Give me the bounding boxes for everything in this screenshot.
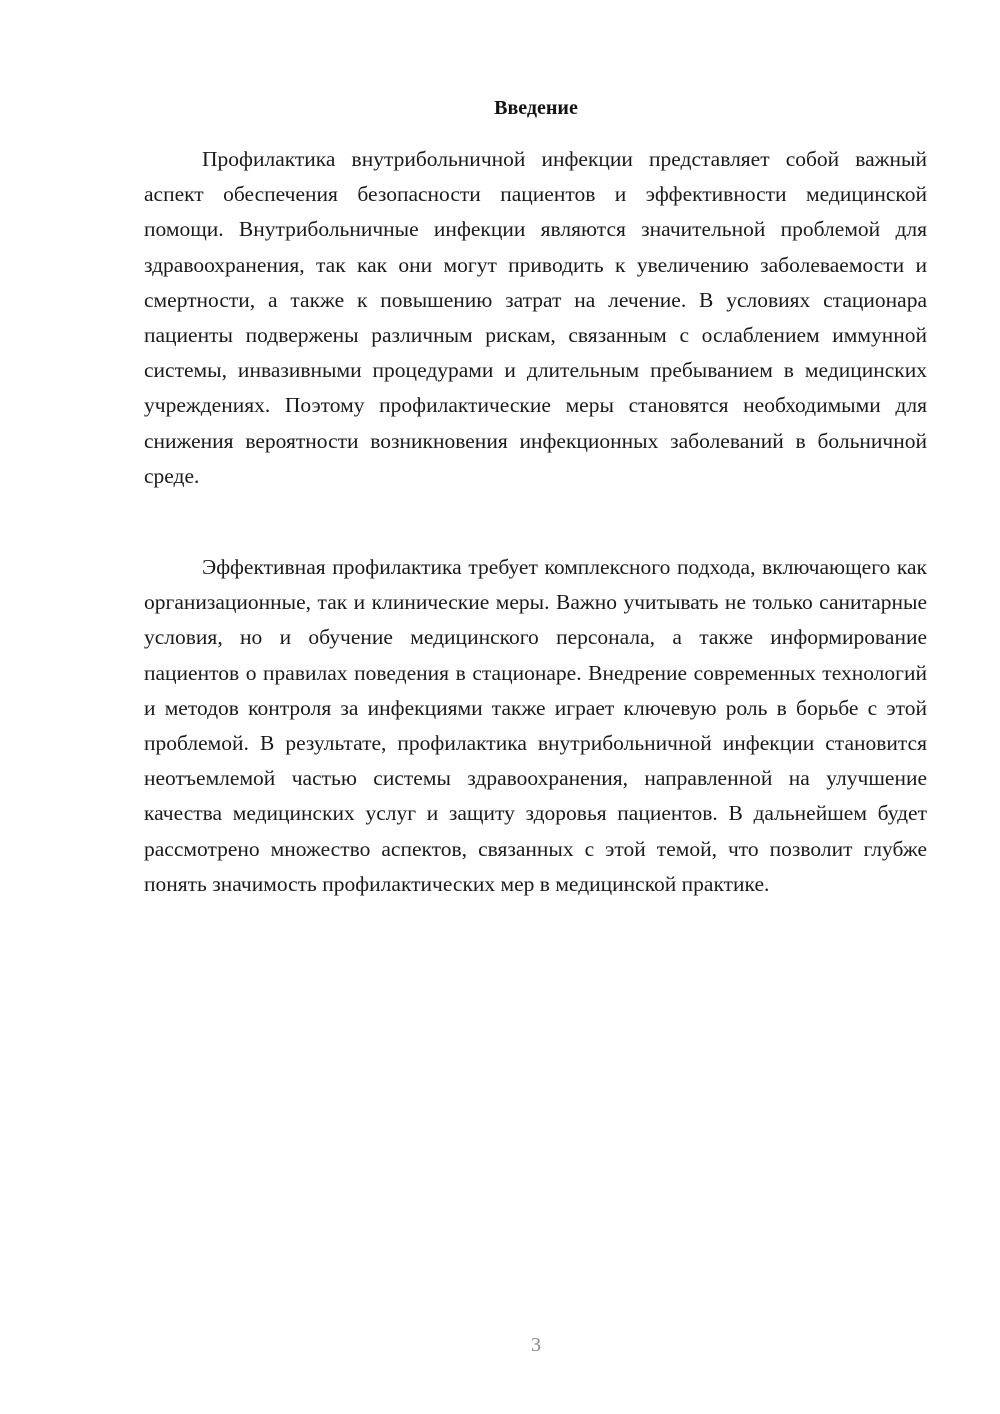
- paragraph-1: Профилактика внутрибольничной инфекции представляет собой важный аспект обеспечения безопасности пациентов и эффективности медицинской помощи. Внутрибольничные инфекции являются значительной проблемой для здравоохранения, так как они могут приводить к увеличению заболеваемости и смертности, а также к повышению затрат на лечение. В условиях стационара пациенты подвержены различным рискам, связанным с ослаблением иммунной системы, инвазивными процедурами и длительным пребыванием в медицинских учреждениях. Поэтому профилактические меры становятся необходимыми для снижения вероятности возникновения инфекционных заболеваний в больничной среде.: [144, 147, 927, 488]
- paragraph-2: Эффективная профилактика требует комплексного подхода, включающего как организационные, так и клинические меры. Важно учитывать не только санитарные условия, но и обучение медицинского персонала, а также информирование пациентов о правилах поведения в стационаре. Внедрение современных технологий и методов контроля за инфекциями также играет ключевую роль в борьбе с этой проблемой. В результате, профилактика внутрибольничной инфекции становится неотъемлемой частью системы здравоохранения, направленной на улучшение качества медицинских услуг и защиту здоровья пациентов. В дальнейшем будет рассмотрено множество аспектов, связанных с этой темой, что позволит глубже понять значимость профилактических мер в медицинской практике.: [144, 555, 927, 896]
- section-heading: Введение: [494, 97, 578, 119]
- page-number: 3: [531, 1334, 541, 1356]
